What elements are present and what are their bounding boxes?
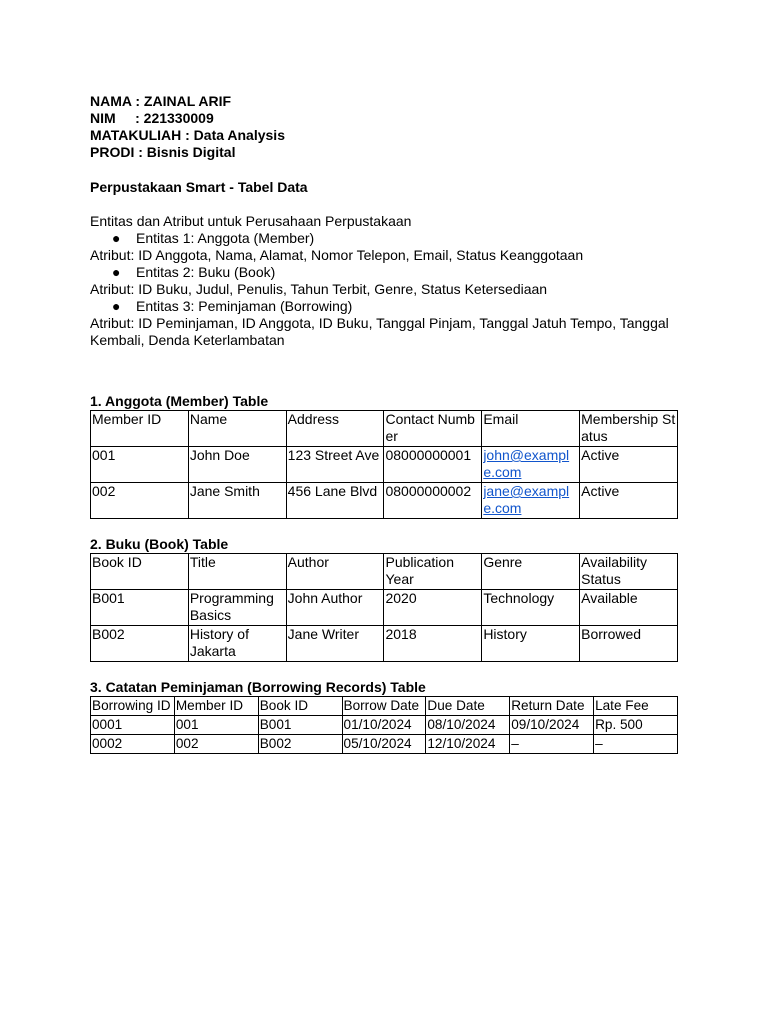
table-row [91,590,678,626]
header-cell: Borrow Date [342,697,426,716]
table-header-row [91,411,678,447]
table-row [91,626,678,662]
table-cell: History of Jakarta [188,626,286,662]
entity-bullet [90,230,678,247]
table-cell: Active [580,447,678,483]
table-cell: Jane Smith [188,483,286,519]
table-cell: 01/10/2024 [342,716,426,735]
student-name: NAMA : ZAINAL ARIF [90,93,232,109]
book-table [90,553,678,662]
header-cell: Name [188,411,286,447]
student-nim: NIM : 221330009 [90,110,214,126]
table-cell: 2018 [384,626,482,662]
header-cell: Author [286,554,384,590]
table-cell: 08000000002 [384,483,482,519]
table-header-row [91,554,678,590]
table-row [91,735,678,754]
table-cell: 09/10/2024 [510,716,594,735]
header-cell: Genre [482,554,580,590]
table-cell: 12/10/2024 [426,735,510,754]
header-cell: Contact Number [384,411,482,447]
header-cell: Book ID [258,697,342,716]
header-cell: Availability Status [580,554,678,590]
table-header-row [91,697,678,716]
header-cell: Return Date [510,697,594,716]
table-cell: 456 Lane Blvd [286,483,384,519]
table-cell: 001 [174,716,258,735]
table-cell: 08/10/2024 [426,716,510,735]
entity-attributes: Atribut: ID Buku, Judul, Penulis, Tahun Terbit, Genre, Status Ketersediaan [90,281,548,297]
table-row [91,447,678,483]
header-cell: Member ID [91,411,189,447]
bullet-icon: ● [112,298,121,314]
table-cell: Technology [482,590,580,626]
table-cell: Borrowed [580,626,678,662]
table-cell: – [510,735,594,754]
table-cell: History [482,626,580,662]
table-cell: B002 [91,626,189,662]
table-cell: 002 [91,483,189,519]
entity-bullet [90,298,678,315]
table-cell: 08000000001 [384,447,482,483]
email-link[interactable]: jane@example.com [483,483,570,516]
email-link[interactable]: john@example.com [483,447,570,480]
table-cell: Rp. 500 [594,716,678,735]
table-cell: B001 [258,716,342,735]
table-cell: Available [580,590,678,626]
course-name: MATAKULIAH : Data Analysis [90,127,285,143]
header-cell: Publication Year [384,554,482,590]
table-cell: 05/10/2024 [342,735,426,754]
table-cell: B002 [258,735,342,754]
member-table [90,410,678,519]
table-cell: 002 [174,735,258,754]
entity-label: Entitas 3: Peminjaman (Borrowing) [136,298,353,314]
table-cell [482,483,580,519]
member-table-title: 1. Anggota (Member) Table [90,393,269,409]
table-row [91,716,678,735]
header-cell: Address [286,411,384,447]
header-cell: Borrowing ID [91,697,175,716]
study-program: PRODI : Bisnis Digital [90,144,236,160]
header-cell: Due Date [426,697,510,716]
table-cell: B001 [91,590,189,626]
bullet-icon: ● [112,264,121,280]
table-cell: Programming Basics [188,590,286,626]
borrow-table-title: 3. Catatan Peminjaman (Borrowing Records) Table [90,679,426,695]
borrow-table [90,696,678,754]
table-cell: 0001 [91,716,175,735]
table-cell: 123 Street Ave [286,447,384,483]
header-cell: Title [188,554,286,590]
entity-bullet [90,264,678,281]
entity-label: Entitas 2: Buku (Book) [136,264,276,280]
header-cell: Book ID [91,554,189,590]
table-cell: John Author [286,590,384,626]
header-cell: Member ID [174,697,258,716]
bullet-icon: ● [112,230,121,246]
table-row [91,483,678,519]
book-table-title: 2. Buku (Book) Table [90,536,229,552]
header-cell: Membership Status [580,411,678,447]
table-cell [482,447,580,483]
intro-text: Entitas dan Atribut untuk Perusahaan Perpustakaan [90,213,412,229]
entity-attributes: Atribut: ID Anggota, Nama, Alamat, Nomor Telepon, Email, Status Keanggotaan [90,247,584,263]
header-cell: Late Fee [594,697,678,716]
document-page [90,93,678,754]
header-cell: Email [482,411,580,447]
document-title: Perpustakaan Smart - Tabel Data [90,178,308,195]
entity-label: Entitas 1: Anggota (Member) [136,230,315,246]
table-cell: – [594,735,678,754]
table-cell: John Doe [188,447,286,483]
table-cell: 2020 [384,590,482,626]
table-cell: Jane Writer [286,626,384,662]
entity-attributes: Atribut: ID Peminjaman, ID Anggota, ID Buku, Tanggal Pinjam, Tanggal Jatuh Tempo, Tanggal Kembali, Denda Keterlambatan [90,315,669,348]
table-cell: 0002 [91,735,175,754]
table-cell: Active [580,483,678,519]
table-cell: 001 [91,447,189,483]
